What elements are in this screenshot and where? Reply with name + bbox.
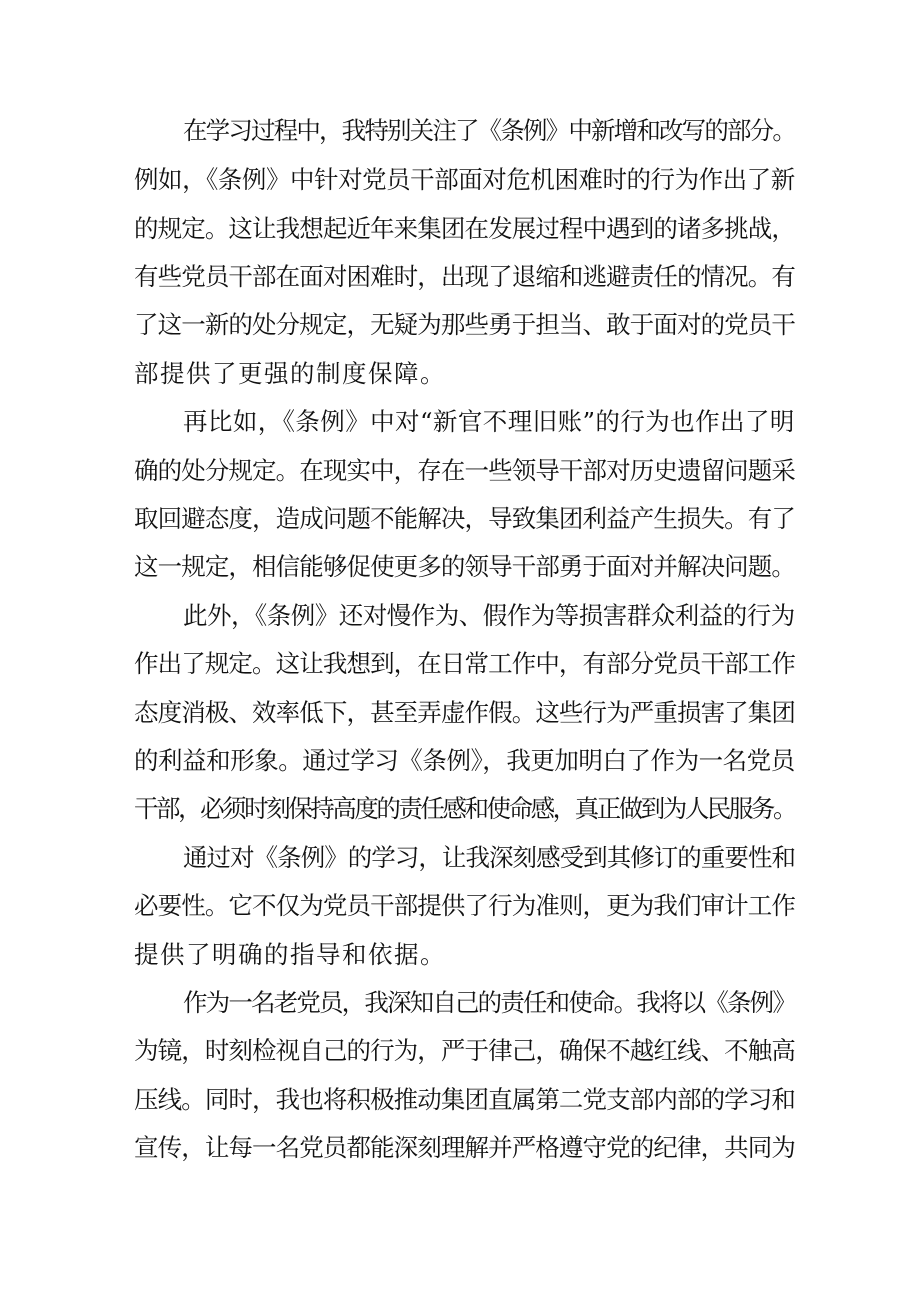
text-line: 例如，《条例》中针对党员干部面对危机困难时的行为作出了新 bbox=[134, 165, 795, 194]
text-line: 态度消极、效率低下，甚至弄虚作假。这些行为严重损害了集团 bbox=[134, 698, 795, 727]
text-line: 的规定。这让我想起近年来集团在发展过程中遇到的诸多挑战， bbox=[134, 214, 795, 243]
text-line: 有些党员干部在面对困难时，出现了退缩和逃避责任的情况。有 bbox=[134, 262, 795, 291]
text-line: 确的处分规定。在现实中，存在一些领导干部对历史遗留问题采 bbox=[134, 456, 795, 485]
text-line: 取回避态度，造成问题不能解决，导致集团利益产生损失。有了 bbox=[134, 504, 795, 533]
text-line: 为镜，时刻检视自己的行为，严于律己，确保不越红线、不触高 bbox=[134, 1036, 795, 1065]
text-line: 作为一名老党员，我深知自己的责任和使命。我将以《条例》 bbox=[183, 988, 795, 1017]
text-line: 这一规定，相信能够促使更多的领导干部勇于面对并解决问题。 bbox=[134, 552, 795, 581]
text-line: 必要性。它不仅为党员干部提供了行为准则，更为我们审计工作 bbox=[134, 891, 795, 920]
text-line: 此外，《条例》还对慢作为、假作为等损害群众利益的行为 bbox=[183, 601, 795, 630]
text-line: 作出了规定。这让我想到，在日常工作中，有部分党员干部工作 bbox=[134, 649, 795, 678]
text-line: 提供了明确的指导和依据。 bbox=[134, 940, 446, 969]
text-line: 通过对《条例》的学习，让我深刻感受到其修订的重要性和 bbox=[183, 843, 795, 872]
text-line: 干部，必须时刻保持高度的责任感和使命感，真正做到为人民服务。 bbox=[134, 794, 795, 823]
text-line: 了这一新的处分规定，无疑为那些勇于担当、敢于面对的党员干 bbox=[134, 310, 795, 339]
text-line: 再比如，《条例》中对“新官不理旧账”的行为也作出了明 bbox=[183, 407, 795, 436]
text-line: 部提供了更强的制度保障。 bbox=[134, 359, 446, 388]
text-line: 在学习过程中，我特别关注了《条例》中新增和改写的部分。 bbox=[183, 116, 795, 145]
text-line: 的利益和形象。通过学习《条例》，我更加明白了作为一名党员 bbox=[134, 746, 795, 775]
text-line: 压线。同时，我也将积极推动集团直属第二党支部内部的学习和 bbox=[134, 1085, 795, 1114]
text-line: 宣传，让每一名党员都能深刻理解并严格遵守党的纪律，共同为 bbox=[134, 1133, 795, 1162]
